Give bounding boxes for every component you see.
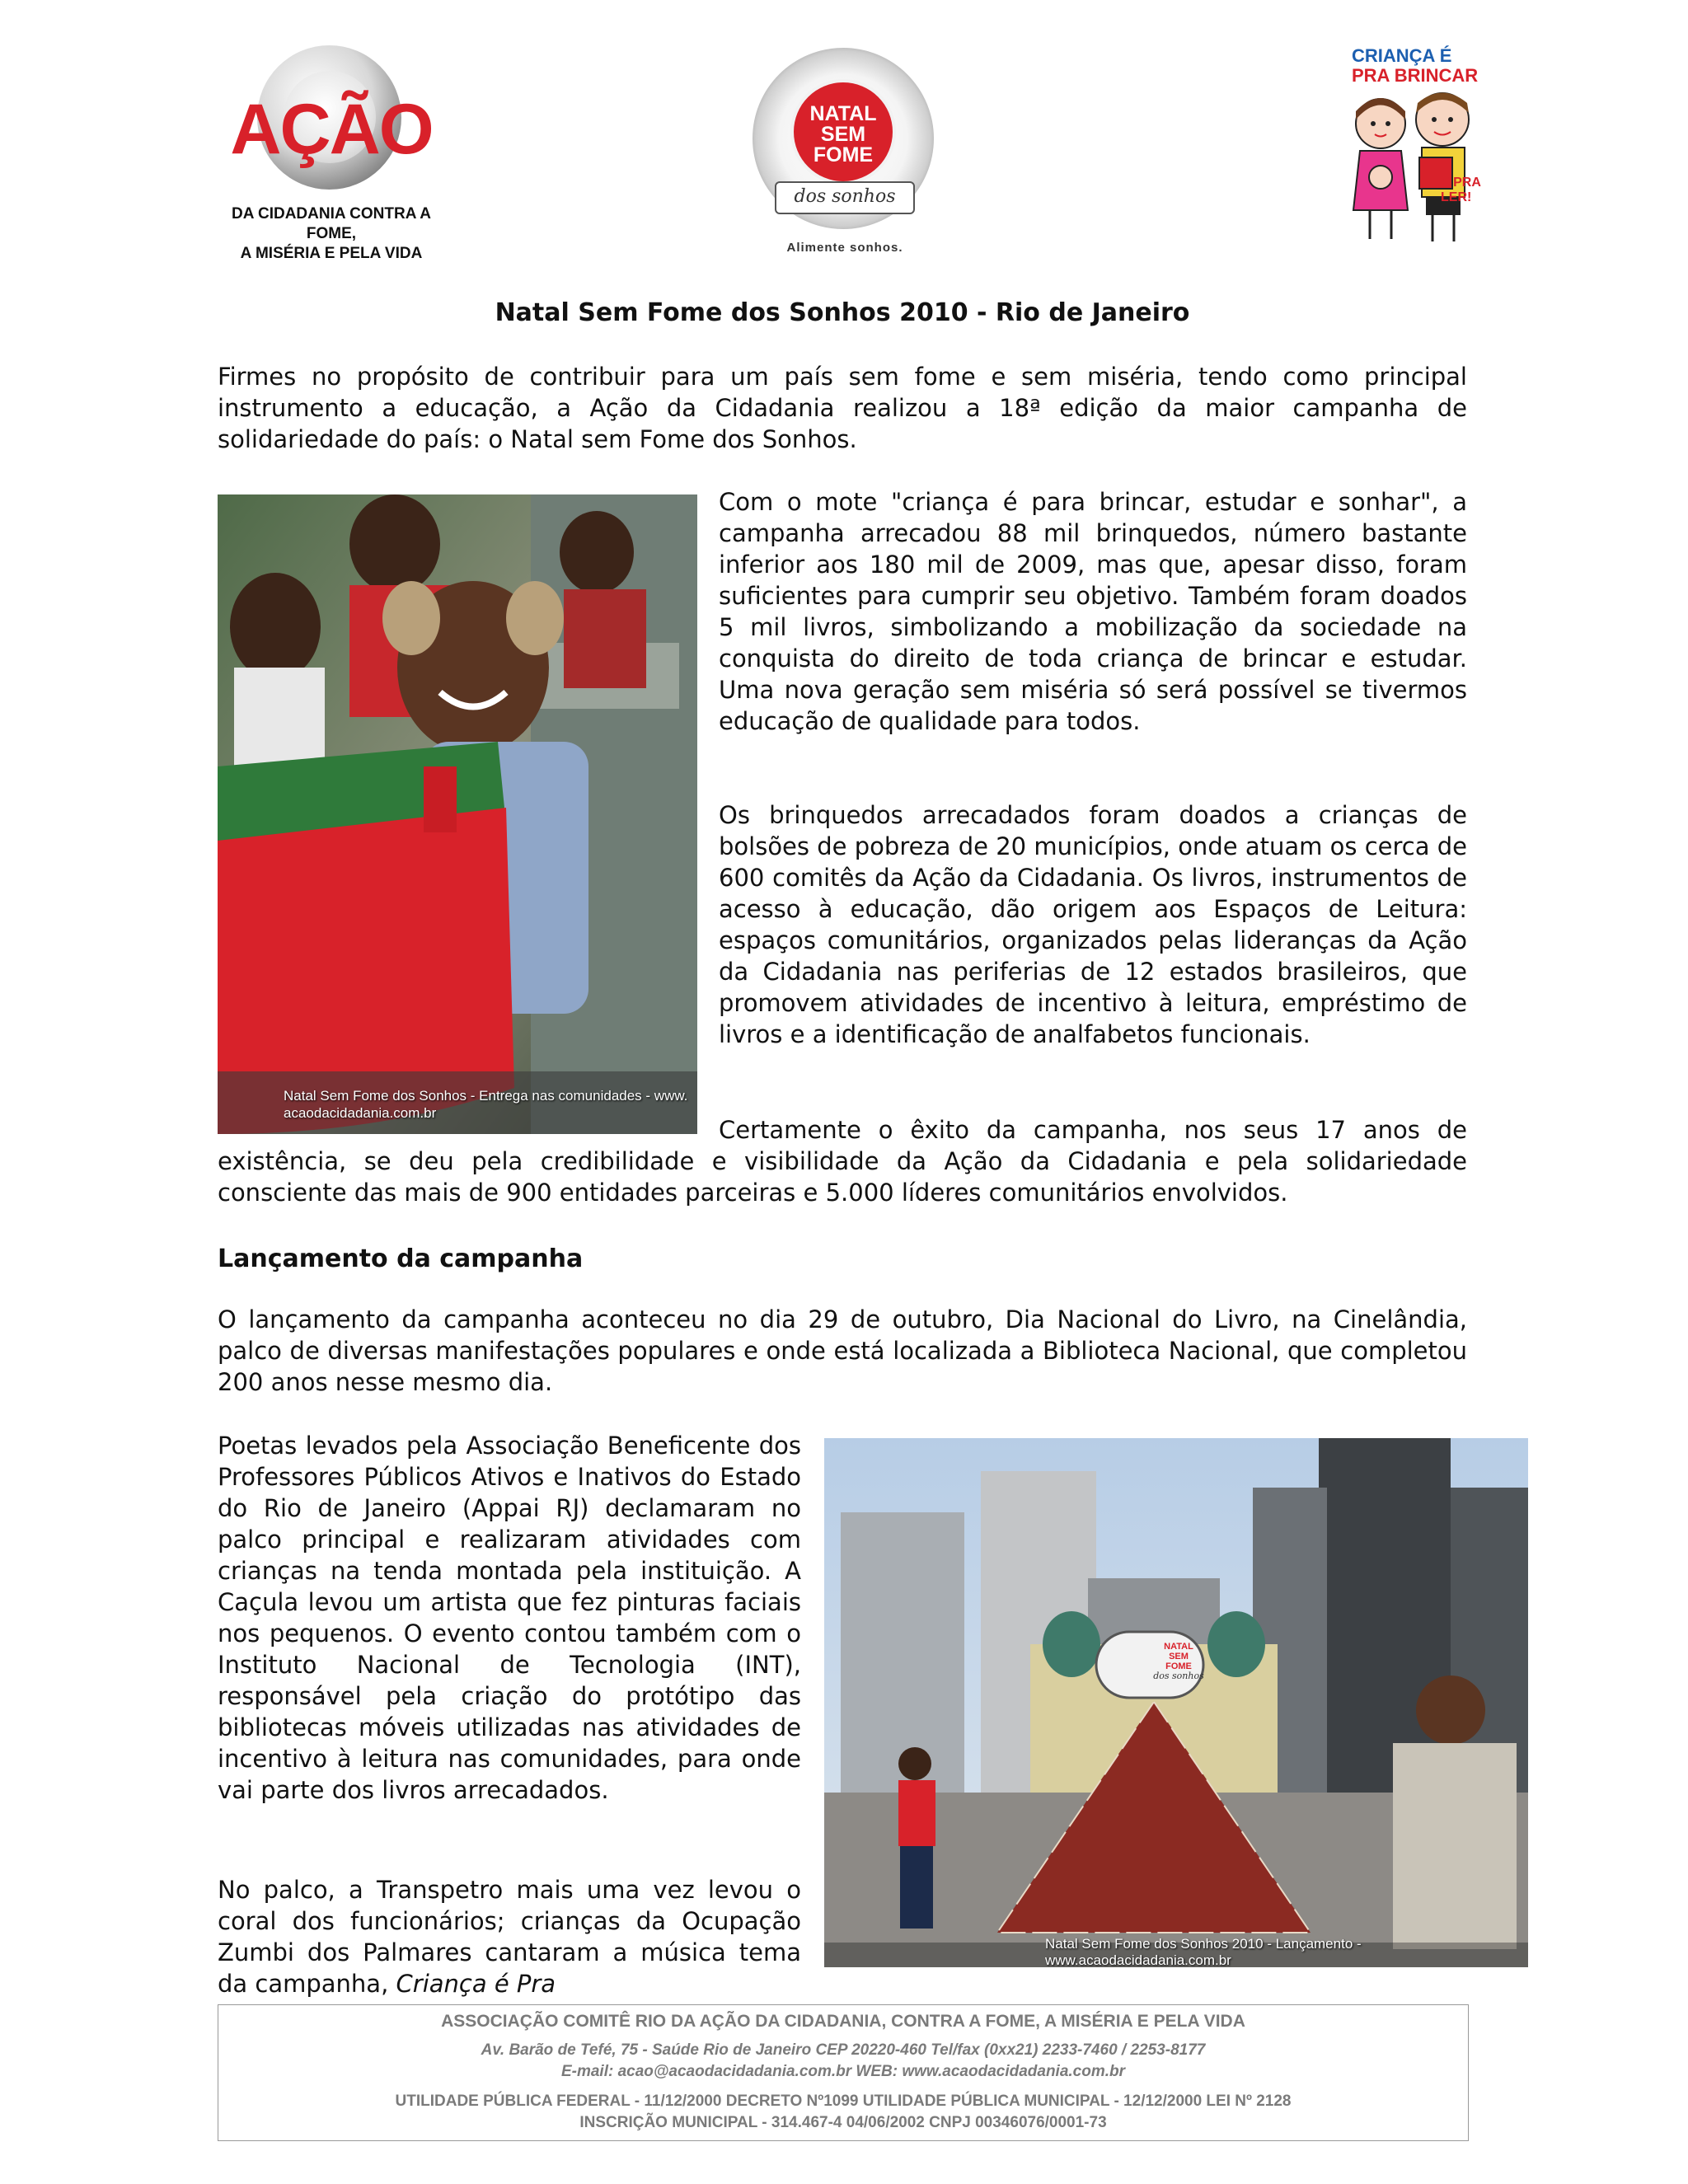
crianca-logo [1343,45,1492,251]
crianca-logo-line1: CRIANÇA É [1352,45,1452,66]
crianca-logo-line2: PRA BRINCAR [1352,65,1479,86]
photo-child-caption-line2: acaodacidadania.com.br [284,1105,437,1121]
section-heading-launch: Lançamento da campanha [218,1244,584,1273]
acao-logo-subtitle-line2: A MISÉRIA E PELA VIDA [240,245,423,262]
acao-logo-subtitle [220,204,443,264]
letterhead-footer [218,2004,1469,2141]
photo-sign-line3: FOME [1165,1661,1192,1671]
photo-child-with-gift [218,494,697,1134]
photo-child-caption-line1: Natal Sem Fome dos Sonhos - Entrega nas comunidades - www. [284,1088,688,1104]
acao-logo-subtitle-line1: DA CIDADANIA CONTRA A FOME, [231,205,432,242]
paragraph-campaign-results: Com o mote "criança é para brincar, estudar e sonhar", a campanha arrecadou 88 mil brinquedos, número bastante inferior aos 180 mil de 2009, mas que, apesar disso, foram suficientes para cumprir seu objetivo. Também foram doados 5 mil livros, simbolizando a mobilização da sociedade na conquista do direito de toda criança de brincar e estudar. Uma nova geração sem miséria só será possível se tivermos educação de qualidade para todos. [719,488,1467,735]
photo-sign-line1: NATAL [1164,1642,1193,1652]
acao-logo [216,41,447,262]
crianca-logo-line3: E PRA LER! [1441,176,1481,204]
footer-contact: E-mail: acao@acaodacidadania.com.br WEB: www.acaodacidadania.com.br [560,2063,1126,2080]
footer-organization: ASSOCIAÇÃO COMITÊ RIO DA AÇÃO DA CIDADANIA, CONTRA A FOME, A MISÉRIA E PELA VIDA [441,2012,1245,2031]
paragraph-stage-choir [218,1874,801,1999]
intro-paragraph: Firmes no propósito de contribuir para um país sem fome e sem miséria, tendo como principal instrumento a educação, a Ação da Cidadania realizou a 18ª edição da maior campanha de solidariedade do país: o Natal sem Fome dos Sonhos. [218,363,1467,453]
natal-logo-text [794,104,893,166]
natal-sem-fome-logo [746,48,944,262]
paragraph-toys-distribution: Os brinquedos arrecadados foram doados a crianças de bolsões de pobreza de 20 municípios, onde atuam os cerca de 600 comitês da Ação da Cidadania. Os livros, instrumentos de acesso à educação, dão origem aos Espaços de Leitura: espaços comunitários, organizados pelas lideranças da Ação da Cidadania nas periferias de 12 estados brasileiros, que promovem atividades de incentivo à leitura, empréstimo de livros e a identificação de analfabetos funcionais. [719,801,1467,1048]
footer-registration: INSCRIÇÃO MUNICIPAL - 314.467-4 04/06/2002 CNPJ 00346076/0001-73 [579,2114,1107,2131]
acao-logo-word: AÇÃO [230,90,433,169]
paragraph-poets-activities: Poetas levados pela Associação Beneficente dos Professores Públicos Ativos e Inativos do Estado do Rio de Janeiro (Appai RJ) declamaram no palco principal e realizaram atividades com crianças na tenda montada pela instituição. A Caçula levou um artista que fez pinturas faciais nos pequenos. O evento contou também com o Instituto Nacional de Tecnologia (INT), responsável pela criação do protótipo das bibliotecas móveis utilizadas nas atividades de incentivo à leitura nas comunidades, para onde vai parte dos livros arrecadados. [218,1432,801,1804]
photo-sign-ribbon: dos sonhos [1153,1671,1204,1681]
footer-public-utility: UTILIDADE PÚBLICA FEDERAL - 11/12/2000 DECRETO Nº1099 UTILIDADE PÚBLICA MUNICIPAL - 12/12/2000 LEI Nº 2128 [395,2093,1292,2110]
photo-launch-caption: Natal Sem Fome dos Sonhos 2010 - Lançamento - www.acaodacidadania.com.br [1045,1936,1362,1967]
natal-logo-line3: FOME [813,143,874,166]
paragraph-stage-choir-text: No palco, a Transpetro mais uma vez levou o coral dos funcionários; crianças da Ocupação Zumbi dos Palmares cantaram a música tema da campanha, [218,1876,801,1998]
natal-logo-tagline: Alimente sonhos. [786,241,903,255]
article-title: Natal Sem Fome dos Sonhos 2010 - Rio de Janeiro [495,298,1190,327]
song-title-italic: Criança é Pra [396,1970,556,1998]
children-illustration [1343,87,1492,251]
paragraph-campaign-success: Certamente o êxito da campanha, nos seus 17 anos de existência, se deu pela credibilidade e visibilidade da Ação da Cidadania e pela solidariedade consciente das mais de 900 entidades parceiras e 5.000 líderes comunitários envolvidos. [218,1116,1467,1207]
photo-book-tree-sign [1148,1642,1209,1681]
natal-logo-line1: NATAL [809,102,877,125]
paragraph-launch-date: O lançamento da campanha aconteceu no dia 29 de outubro, Dia Nacional do Livro, na Cinelândia, palco de diversas manifestações populares e onde está localizada a Biblioteca Nacional, que completou 200 anos nesse mesmo dia. [218,1305,1467,1396]
photo-book-tree-launch [824,1438,1528,1967]
photo-sign-line2: SEM [1169,1652,1189,1661]
photo-book-tree-image [824,1438,1528,1967]
footer-address: Av. Barão de Tefé, 75 - Saúde Rio de Janeiro CEP 20220-460 Tel/fax (0xx21) 2233-7460 / 2253-8177 [481,2041,1206,2059]
natal-logo-ribbon: dos sonhos [775,181,915,214]
natal-logo-line2: SEM [820,123,866,146]
photo-child-with-gift-image [218,494,697,1134]
